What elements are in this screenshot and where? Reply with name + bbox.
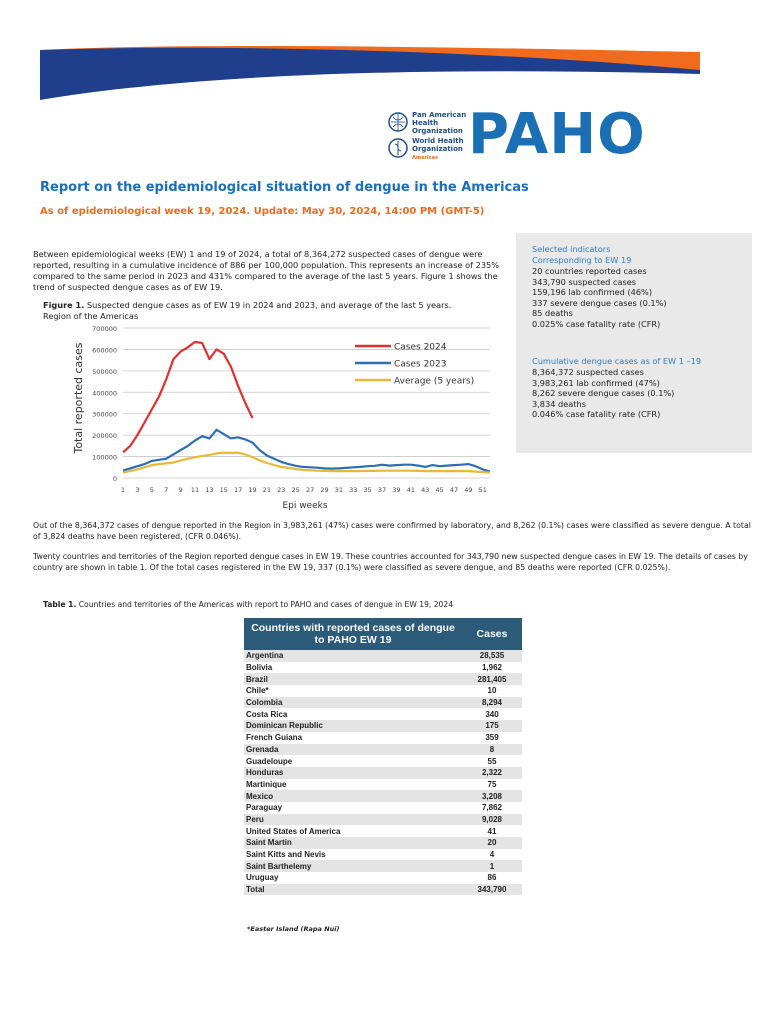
table-row <box>244 884 522 896</box>
logo-line: Health <box>412 119 439 127</box>
table-row <box>244 662 522 674</box>
table-cell-country: French Guiana <box>244 732 462 744</box>
table-cell-cases: 86 <box>462 872 522 884</box>
y-tick-label: 300000 <box>92 410 117 419</box>
table-cell-cases: 1 <box>462 860 522 872</box>
table-row <box>244 650 522 662</box>
table-cell-country: Paraguay <box>244 802 462 814</box>
table-body <box>244 650 522 895</box>
indicator-item: 337 severe dengue cases (0.1%) <box>532 297 667 308</box>
x-tick-label: 31 <box>334 486 344 494</box>
indicator-item: 85 deaths <box>532 308 573 318</box>
table-row <box>244 685 522 697</box>
table-cell-country: Uruguay <box>244 872 462 884</box>
table-cell-country: Peru <box>244 814 462 826</box>
y-tick-label: 200000 <box>92 432 117 441</box>
table-row <box>244 802 522 814</box>
indicator-item: 159,196 lab confirmed (46%) <box>532 287 653 297</box>
table-cell-country: Saint Barthelemy <box>244 860 462 872</box>
logo-line: Americas <box>412 155 438 161</box>
cumulative-item: 0.046% case fatality rate (CFR) <box>532 409 661 419</box>
series-line-1 <box>123 342 253 452</box>
table-row <box>244 697 522 709</box>
figure-caption-text: Suspected dengue cases as of EW 19 in 2024 and 2023, and average of the last 5 years. <box>84 300 452 310</box>
x-tick-label: 1 <box>120 486 126 494</box>
y-tick-label: 0 <box>112 475 117 483</box>
x-tick-label: 25 <box>291 486 300 494</box>
x-tick-label: 29 <box>320 486 329 494</box>
table-cell-country: Dominican Republic <box>244 720 462 732</box>
table-cell-cases: 4 <box>462 849 522 861</box>
indicator-item: 343,790 suspected cases <box>532 276 637 287</box>
confirmed-cases-paragraph: Out of the 8,364,372 cases of dengue reported in the Region in 3,983,261 (47%) cases were confirmed by laboratory, and 8,262 (0.1%) cases were classified as severe dengue. A total of 3,824 deaths have been registered, (CFR 0.046%). <box>33 521 751 541</box>
figure-label: Figure 1. <box>43 300 85 310</box>
table-cell-cases: 8,294 <box>462 697 522 709</box>
chart-y-ticks <box>92 325 117 483</box>
table-cell-cases: 281,405 <box>462 673 522 685</box>
y-tick-label: 700000 <box>92 325 117 333</box>
table-cell-country: Guadeloupe <box>244 755 462 767</box>
x-tick-label: 37 <box>377 486 387 494</box>
table-cell-country: Chile* <box>244 685 462 697</box>
table-cell-cases: 28,535 <box>462 650 522 662</box>
x-tick-label: 17 <box>233 486 243 494</box>
legend-label: Average (5 years) <box>394 376 475 387</box>
legend-label: Cases 2023 <box>394 359 447 370</box>
logo-line: World Health <box>412 137 464 145</box>
table-cell-cases: 20 <box>462 837 522 849</box>
cumulative-item: 8,364,372 suspected cases <box>532 367 644 377</box>
table-cell-country: Saint Kitts and Nevis <box>244 849 462 861</box>
table-cell-country: Colombia <box>244 697 462 709</box>
table-header-country: Countries with reported cases of dengue to PAHO EW 19 <box>244 618 462 650</box>
table-row <box>244 767 522 779</box>
x-tick-label: 15 <box>219 486 228 494</box>
cumulative-item: 3,834 deaths <box>532 398 586 409</box>
indicator-item: 0.025% case fatality rate (CFR) <box>532 318 661 329</box>
series-line-3 <box>123 453 490 473</box>
table-row <box>244 790 522 802</box>
chart-x-axis-label: Epi weeks <box>282 501 328 511</box>
table-cell-country: Mexico <box>244 790 462 802</box>
intro-paragraph: Between epidemiological weeks (EW) 1 and 19 of 2024, a total of 8,364,272 suspected cases of dengue were reported, resulting in a cumulative incidence of 886 per 100,000 population. This represents an increase of 235% compared to the same period in 2023 and 431% compared to the average of the last 5 years. Figure 1 shows the trend of suspected dengue cases as of EW 19. <box>33 249 500 292</box>
table-row <box>244 755 522 767</box>
table-cell-cases: 55 <box>462 755 522 767</box>
x-tick-label: 7 <box>164 486 169 494</box>
x-tick-label: 13 <box>205 486 214 494</box>
table-header-cases: Cases <box>462 618 522 650</box>
table-cell-country: United States of America <box>244 825 462 837</box>
table-cell-cases: 75 <box>462 779 522 791</box>
table-row <box>244 860 522 872</box>
table-cell-cases: 1,962 <box>462 662 522 674</box>
table-footnote: *Easter Island (Rapa Nui) <box>247 925 340 933</box>
x-tick-label: 49 <box>464 486 473 494</box>
table-row <box>244 708 522 720</box>
logo-line: Organization <box>412 145 463 153</box>
legend-label: Cases 2024 <box>394 342 447 353</box>
chart-x-ticks <box>121 486 487 494</box>
table-cell-cases: 175 <box>462 720 522 732</box>
table-cell-country: Grenada <box>244 744 462 756</box>
table-cell-cases: 2,322 <box>462 767 522 779</box>
x-tick-label: 21 <box>262 486 272 494</box>
table-row <box>244 849 522 861</box>
figure-caption-region: Region of the Americas <box>43 311 139 321</box>
table-cell-cases: 3,208 <box>462 790 522 802</box>
indicators-heading: Selected indicators <box>532 244 611 254</box>
x-tick-label: 33 <box>349 486 358 494</box>
paho-globe-icon <box>388 112 408 132</box>
table-row <box>244 837 522 849</box>
x-tick-label: 45 <box>435 486 444 494</box>
x-tick-label: 11 <box>190 486 200 494</box>
table-caption <box>43 600 453 609</box>
table-caption-text: Countries and territories of the Americas with report to PAHO and cases of dengue in EW 19, 2024 <box>76 600 454 609</box>
table-cell-cases: 340 <box>462 708 522 720</box>
logo-line: Organization <box>412 127 463 135</box>
table-cell-cases: 7,862 <box>462 802 522 814</box>
table-cell-cases: 10 <box>462 685 522 697</box>
table-cell-country: Argentina <box>244 650 462 662</box>
series-line-2 <box>123 430 490 472</box>
indicator-item: 20 countries reported cases <box>532 266 647 276</box>
y-tick-label: 100000 <box>92 453 117 462</box>
table-row <box>244 673 522 685</box>
x-tick-label: 19 <box>248 486 257 494</box>
table-cell-cases: 8 <box>462 744 522 756</box>
table-cell-cases: 359 <box>462 732 522 744</box>
table-row <box>244 872 522 884</box>
table-cell-country: Saint Martin <box>244 837 462 849</box>
cumulative-item: 3,983,261 lab confirmed (47%) <box>532 377 660 388</box>
table-row <box>244 779 522 791</box>
y-tick-label: 600000 <box>92 346 117 355</box>
who-logo-text <box>412 137 464 162</box>
table-cell-cases: 9,028 <box>462 814 522 826</box>
logo-line: Pan American <box>412 111 467 119</box>
x-tick-label: 23 <box>277 486 286 494</box>
x-tick-label: 43 <box>421 486 430 494</box>
x-tick-label: 9 <box>178 486 183 494</box>
country-summary-paragraph: Twenty countries and territories of the Region reported dengue cases in EW 19. These countries accounted for 343,790 new suspected dengue cases in EW 19. The details of cases by country are shown in table 1. Of the total cases registered in the EW 19, 337 (0.1%) were classified as severe dengue, and 85 deaths were reported (CFR 0.025%). <box>33 552 748 572</box>
table-cell-country: Total <box>244 884 462 896</box>
x-tick-label: 41 <box>406 486 415 494</box>
y-tick-label: 400000 <box>92 389 117 398</box>
country-cases-table <box>244 618 522 895</box>
table-row <box>244 814 522 826</box>
x-tick-label: 51 <box>478 486 487 494</box>
table-cell-cases: 41 <box>462 825 522 837</box>
x-tick-label: 5 <box>149 486 154 494</box>
cumulative-heading: Cumulative dengue cases as of EW 1 –19 <box>532 356 702 366</box>
paho-wordmark: PAHO <box>468 102 646 167</box>
table-cell-country: Honduras <box>244 767 462 779</box>
indicators-panel <box>516 233 752 453</box>
cumulative-item: 8,262 severe dengue cases (0.1%) <box>532 388 675 398</box>
x-tick-label: 47 <box>449 486 459 494</box>
x-tick-label: 39 <box>392 486 401 494</box>
x-tick-label: 35 <box>363 486 372 494</box>
report-subtitle: As of epidemiological week 19, 2024. Update: May 30, 2024, 14:00 PM (GMT-5) <box>40 206 485 217</box>
paho-logo-text <box>412 111 466 135</box>
table-row <box>244 744 522 756</box>
chart-y-axis-label: Total reported cases <box>72 342 85 454</box>
table-cell-country: Martinique <box>244 779 462 791</box>
who-emblem-icon <box>388 138 408 158</box>
table-label: Table 1. <box>43 600 77 609</box>
report-title: Report on the epidemiological situation of dengue in the Americas <box>40 180 529 195</box>
x-tick-label: 27 <box>305 486 315 494</box>
table-cell-country: Bolivia <box>244 662 462 674</box>
table-row <box>244 732 522 744</box>
indicators-subheading: Corresponding to EW 19 <box>532 255 632 265</box>
table-cell-country: Costa Rica <box>244 708 462 720</box>
table-cell-country: Brazil <box>244 673 462 685</box>
table-row <box>244 720 522 732</box>
dengue-cases-chart <box>65 318 505 513</box>
x-tick-label: 3 <box>135 486 140 494</box>
y-tick-label: 500000 <box>92 367 117 376</box>
table-cell-cases: 343,790 <box>462 884 522 896</box>
table-row <box>244 825 522 837</box>
